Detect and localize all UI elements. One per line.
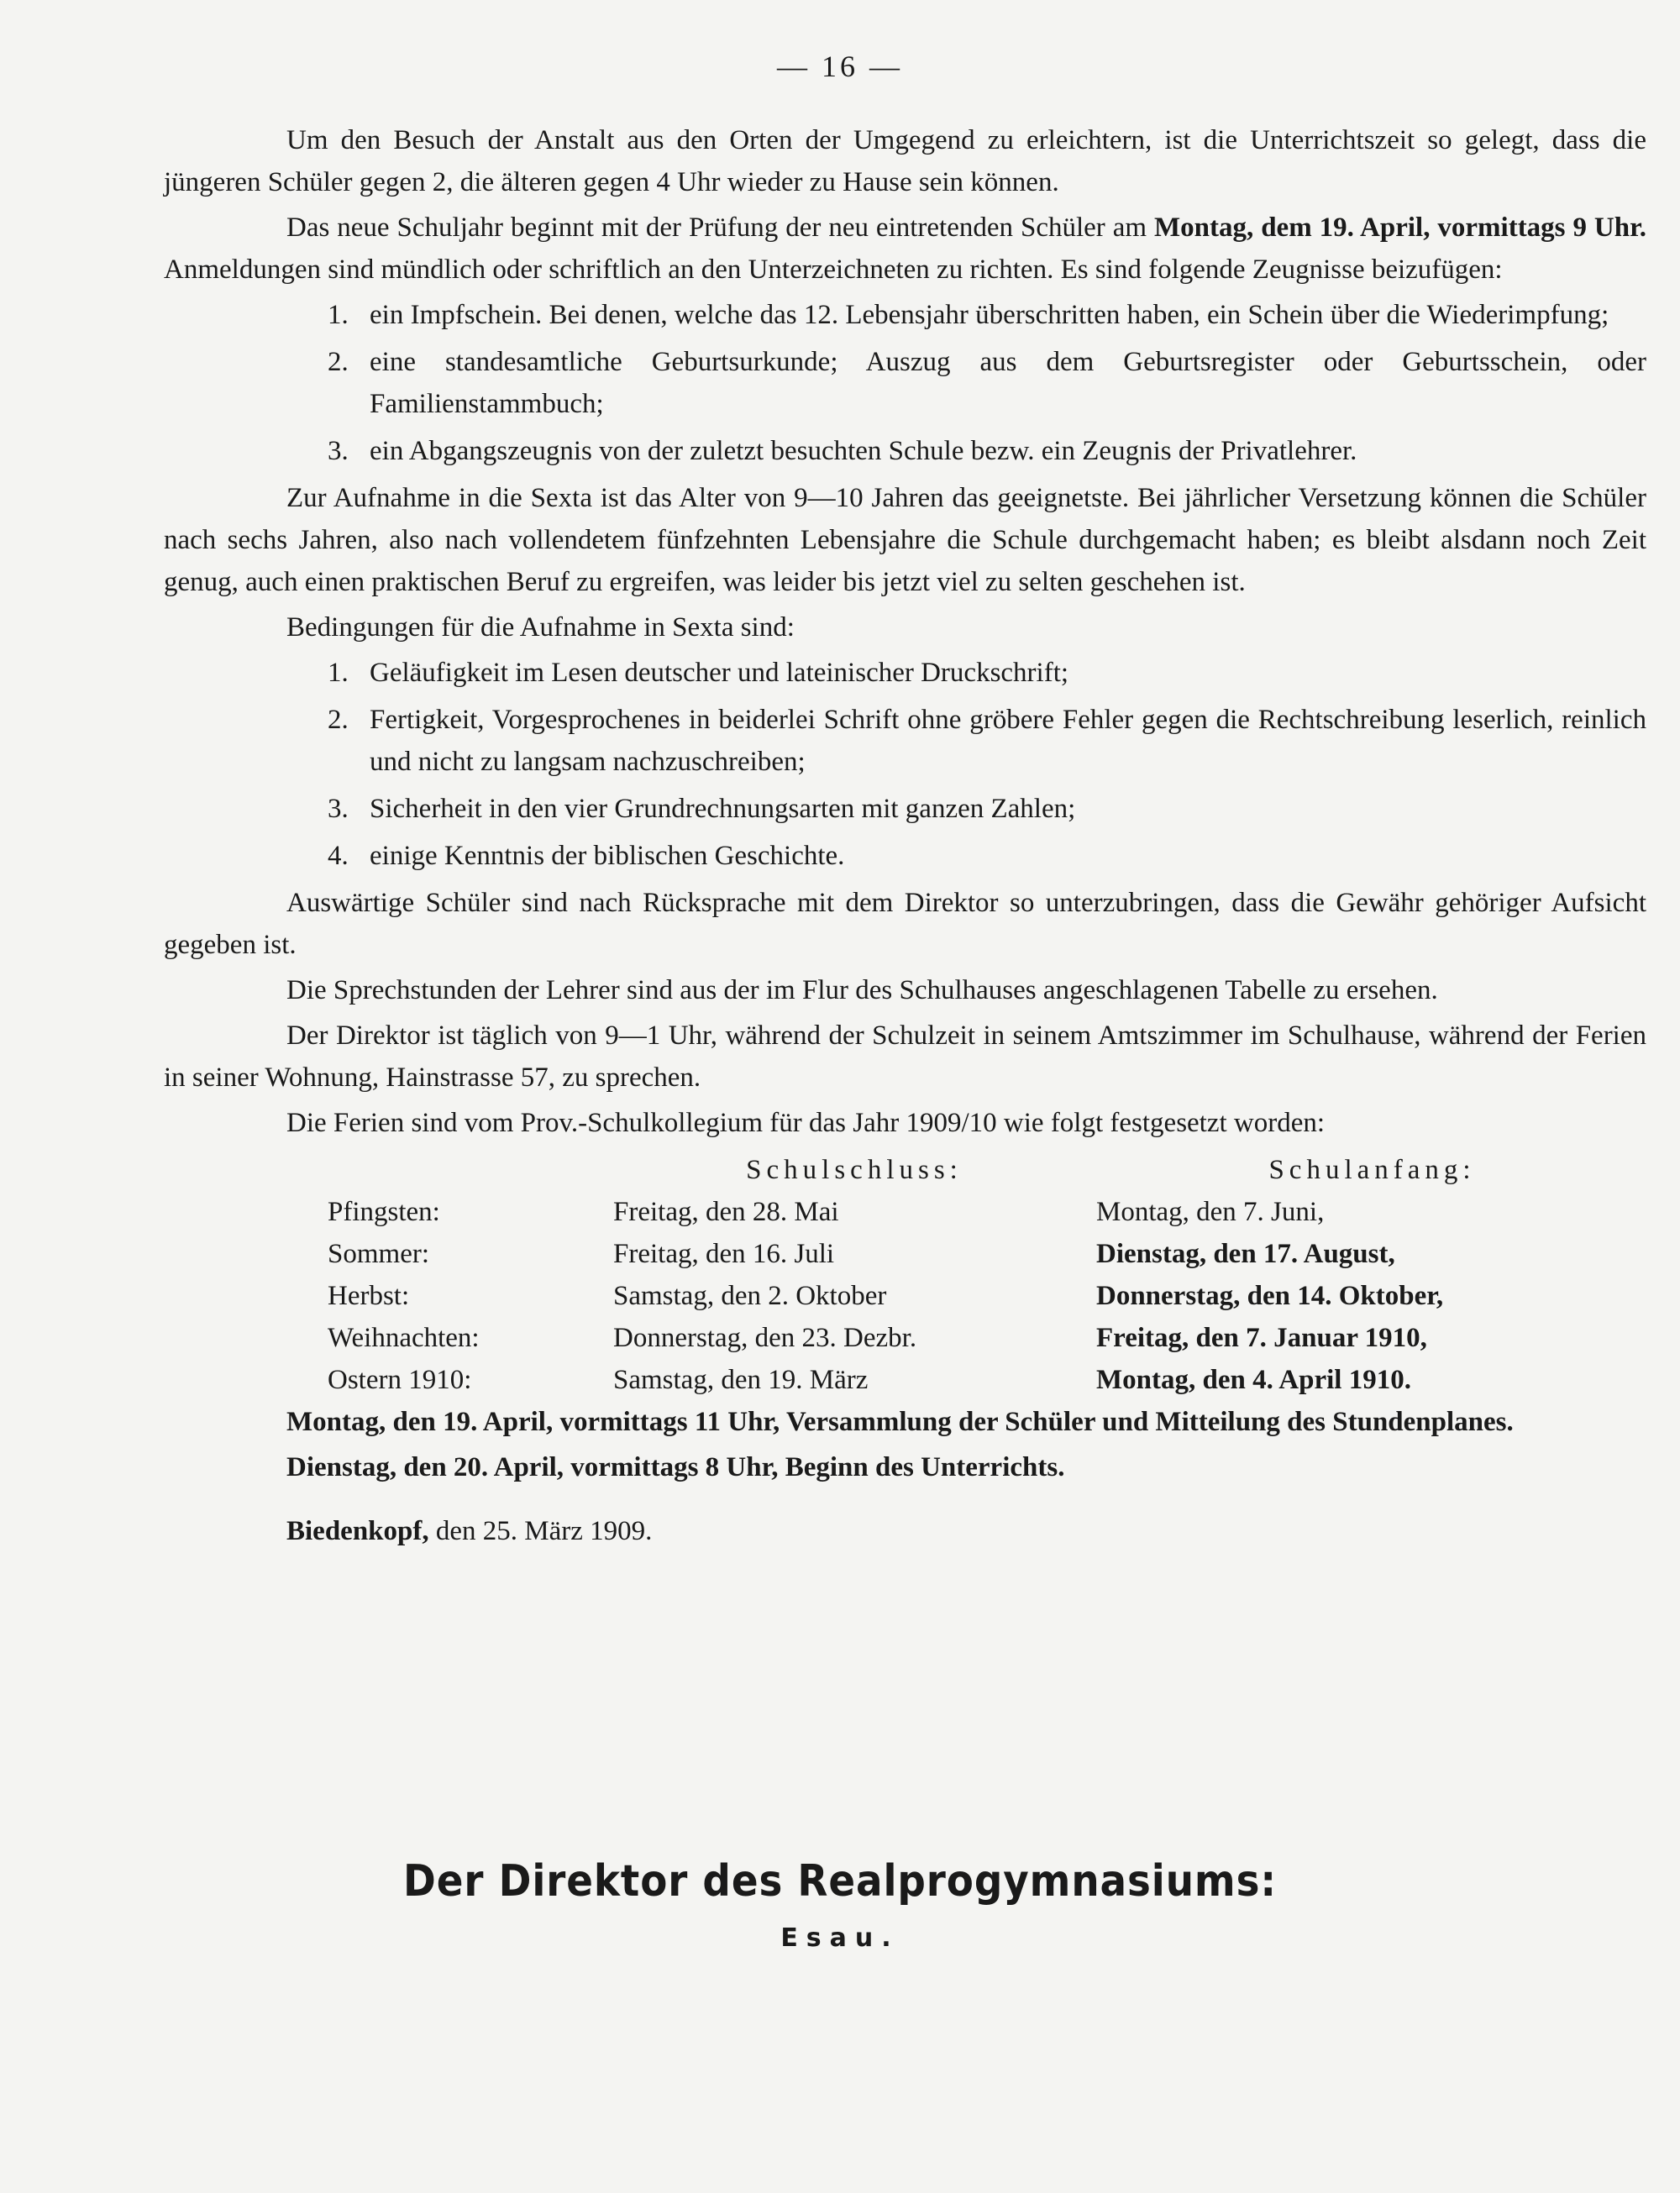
paragraph-director-hours: Der Direktor ist täglich von 9—1 Uhr, während der Schulzeit in seinem Amtszimmer im Schulhause, während der Ferien in seiner Wohnung, Hainstrasse 57, zu sprechen. [164, 1020, 1646, 1093]
list-item [328, 788, 1646, 830]
enrollment-text-c: Anmeldungen sind mündlich oder schriftlich an den Unterzeichneten zu richten. Es sind folgende Zeugnisse beizufügen: [164, 254, 1503, 285]
paragraph-conditions-heading: Bedingungen für die Aufnahme in Sexta sind: [286, 612, 795, 643]
list-item-number: 2. [328, 705, 349, 735]
announcement-classes-begin: Dienstag, den 20. April, vormittags 8 Uhr, Beginn des Unterrichts. [286, 1452, 1065, 1482]
paragraph-schedule: Um den Besuch der Anstalt aus den Orten der Umgegend zu erleichtern, ist die Unterrichtszeit so gelegt, dass die jüngeren Schüler gegen 2, die älteren gegen 4 Uhr wieder zu Hause sein können. [164, 125, 1646, 197]
paragraph-office-hours: Die Sprechstunden der Lehrer sind aus der im Flur des Schulhauses angeschlagenen Tabelle zu ersehen. [286, 975, 1438, 1005]
list-item-number: 1. [328, 658, 349, 688]
list-item-number: 2. [328, 347, 349, 377]
holiday-end: Freitag, den 16. Juli [613, 1239, 835, 1269]
holiday-end: Donnerstag, den 23. Dezbr. [613, 1323, 917, 1353]
paragraph-age: Zur Aufnahme in die Sexta ist das Alter von 9—10 Jahren das geeignetste. Bei jährlicher Versetzung können die Schüler nach sechs Jahren, also nach vollendetem fünfzehnten Lebensjahre die Schule durchgemacht haben; es bleibt alsdann noch Zeit genug, auch einen praktischen Beruf zu ergreifen, was leider bis jetzt viel zu selten geschehen ist. [164, 483, 1646, 597]
director-name: Esau. [780, 1923, 900, 1953]
list-item [328, 699, 1646, 783]
list-item-number: 3. [328, 794, 349, 824]
list-item [328, 341, 1646, 425]
paragraph-enrollment [164, 207, 1646, 291]
list-item [328, 294, 1646, 336]
holiday-start: Montag, den 7. Juni, [1096, 1197, 1325, 1227]
holiday-table-header [164, 1149, 1646, 1191]
list-item-text: Fertigkeit, Vorgesprochenes in beiderlei Schrift ohne gröbere Fehler gegen die Rechtschreibung leserlich, reinlich und nicht zu langsam nachzuschreiben; [370, 705, 1646, 777]
enrollment-date: Montag, dem 19. April, vormittags 9 Uhr. [1154, 212, 1646, 243]
holiday-name: Herbst: [328, 1281, 410, 1311]
list-item [328, 652, 1646, 694]
table-row [328, 1317, 1443, 1359]
director-title: Der Direktor des Realprogymnasiums: [403, 1856, 1277, 1907]
list-item [328, 430, 1646, 472]
place-date [164, 1510, 1646, 1552]
required-documents-list [328, 294, 1646, 472]
list-item [328, 835, 1646, 877]
holiday-start: Freitag, den 7. Januar 1910, [1096, 1323, 1427, 1353]
header-school-start: Schulanfang: [1268, 1155, 1476, 1185]
table-row [328, 1359, 1443, 1401]
list-item-text: eine standesamtliche Geburtsurkunde; Auszug aus dem Geburtsregister oder Geburtsschein, oder Familienstammbuch; [370, 347, 1646, 419]
list-item-number: 4. [328, 841, 349, 871]
holiday-end: Freitag, den 28. Mai [613, 1197, 839, 1227]
date: den 25. März 1909. [428, 1516, 653, 1546]
announcement-assembly: Montag, den 19. April, vormittags 11 Uhr, Versammlung der Schüler und Mitteilung des Stundenplanes. [286, 1407, 1514, 1437]
list-item-number: 1. [328, 300, 349, 330]
list-item-text: einige Kenntnis der biblischen Geschichte. [370, 841, 845, 871]
holiday-start: Montag, den 4. April 1910. [1096, 1365, 1411, 1395]
paragraph-boarding: Auswärtige Schüler sind nach Rücksprache mit dem Direktor so unterzubringen, dass die Gewähr gehöriger Aufsicht gegeben ist. [164, 888, 1646, 960]
table-row [328, 1191, 1443, 1233]
list-item-text: Geläufigkeit im Lesen deutscher und lateinischer Druckschrift; [370, 658, 1069, 688]
paragraph-holidays-intro: Die Ferien sind vom Prov.-Schulkollegium für das Jahr 1909/10 wie folgt festgesetzt worden: [286, 1108, 1326, 1138]
enrollment-text-a: Das neue Schuljahr beginnt mit der Prüfung der neu eintretenden Schüler am [286, 212, 1154, 243]
holiday-start: Dienstag, den 17. August, [1096, 1239, 1395, 1269]
holiday-name: Weihnachten: [328, 1323, 480, 1353]
holiday-end: Samstag, den 2. Oktober [613, 1281, 887, 1311]
page-number: — 16 — [777, 50, 903, 83]
list-item-text: Sicherheit in den vier Grundrechnungsarten mit ganzen Zahlen; [370, 794, 1076, 824]
table-row [328, 1233, 1443, 1275]
list-item-text: ein Impfschein. Bei denen, welche das 12. Lebensjahr überschritten haben, ein Schein über die Wiederimpfung; [370, 300, 1609, 330]
document-body [164, 119, 1646, 1556]
holiday-name: Sommer: [328, 1239, 429, 1269]
header-school-end: Schulschluss: [746, 1155, 963, 1185]
holiday-end: Samstag, den 19. März [613, 1365, 869, 1395]
list-item-text: ein Abgangszeugnis von der zuletzt besuchten Schule bezw. ein Zeugnis der Privatlehrer. [370, 436, 1357, 466]
admission-conditions-list [328, 652, 1646, 877]
holiday-table [328, 1191, 1443, 1401]
holiday-name: Ostern 1910: [328, 1365, 472, 1395]
list-item-number: 3. [328, 436, 349, 466]
holiday-start: Donnerstag, den 14. Oktober, [1096, 1281, 1444, 1311]
table-row [328, 1275, 1443, 1317]
holiday-name: Pfingsten: [328, 1197, 440, 1227]
place: Biedenkopf, [286, 1516, 429, 1546]
